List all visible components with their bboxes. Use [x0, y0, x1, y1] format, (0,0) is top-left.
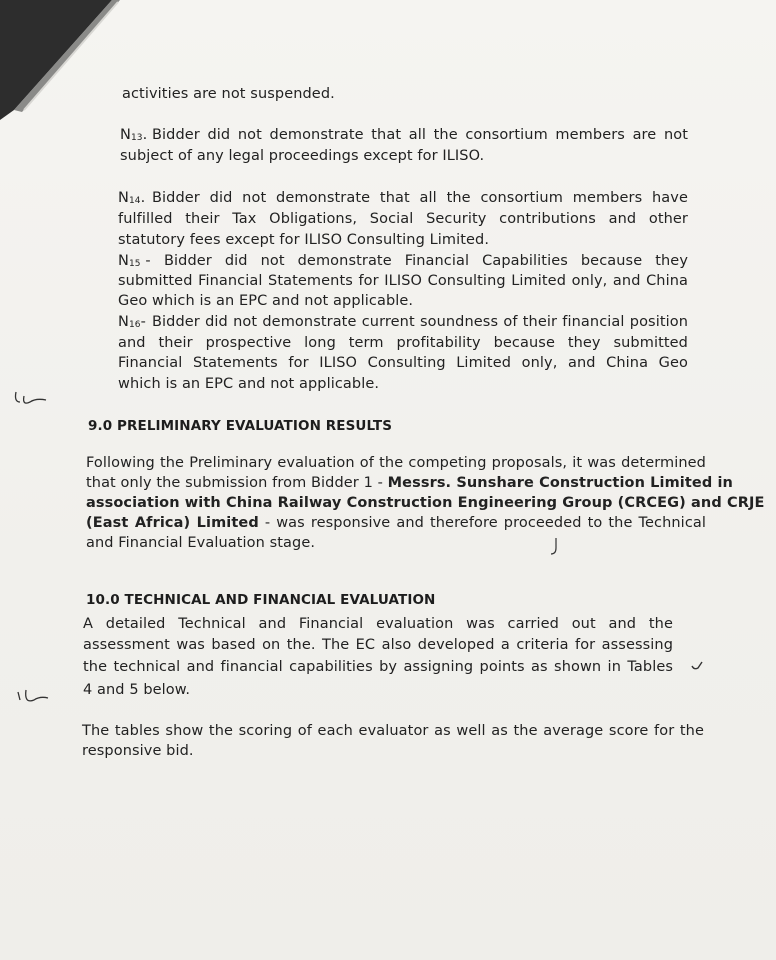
finding-ref: $N_{14}$.: [118, 190, 146, 206]
continuation-text: activities are not suspended.: [122, 86, 335, 102]
paragraph-line: that only the submission from Bidder 1 - Messrs. Sunshare Construction Limited in: [86, 475, 733, 491]
finding-text-line: Bidder did not demonstrate that all the consortium members are not: [152, 127, 688, 143]
paragraph-line: A detailed Technical and Financial evaluation was carried out and the: [83, 616, 673, 632]
finding-text-line: Bidder did not demonstrate current soundness of their financial position: [152, 314, 688, 330]
paragraph-line: responsive bid.: [82, 743, 194, 759]
section-9-heading: 9.0 PRELIMINARY EVALUATION RESULTS: [88, 418, 393, 434]
handwritten-tick-mark: [690, 660, 706, 674]
finding-ref: $N_{15}$ -: [118, 253, 151, 269]
finding-text-line: Bidder did not demonstrate Financial Capabilities because they: [164, 253, 688, 269]
finding-text-line: statutory fees except for ILISO Consulting Limited.: [118, 232, 490, 248]
finding-text-line: subject of any legal proceedings except for ILISO.: [120, 148, 485, 164]
finding-text-line: and their prospective long term profitability because they submitted: [118, 335, 688, 351]
paragraph-line: 4 and 5 below.: [83, 682, 191, 698]
finding-text-line: fulfilled their Tax Obligations, Social Security contributions and other: [118, 211, 688, 227]
handwritten-margin-mark: [12, 388, 48, 410]
section-10-heading: 10.0 TECHNICAL AND FINANCIAL EVALUATION: [86, 592, 436, 608]
finding-text-line: submitted Financial Statements for ILISO Consulting Limited only, and China: [118, 273, 688, 289]
paragraph-line: the technical and financial capabilities by assigning points as shown in Tables: [83, 659, 673, 675]
finding-text-line: Geo which is an EPC and not applicable.: [118, 293, 414, 309]
paragraph-line: Following the Preliminary evaluation of the competing proposals, it was determined: [86, 455, 706, 471]
handwritten-margin-mark: [14, 686, 50, 708]
handwritten-tick-mark: [548, 536, 562, 558]
paragraph-line: assessment was based on the. The EC also developed a criteria for assessing: [83, 637, 673, 653]
finding-text-line: which is an EPC and not applicable.: [118, 376, 380, 392]
finding-ref: $N_{16}-$: [118, 314, 146, 330]
finding-ref: $N_{13}$.: [120, 127, 148, 143]
paragraph-line: and Financial Evaluation stage.: [86, 535, 316, 551]
finding-text-line: Bidder did not demonstrate that all the consortium members have: [152, 190, 688, 206]
finding-text-line: Financial Statements for ILISO Consulting Limited only, and China Geo: [118, 355, 688, 371]
paragraph-line-bold: association with China Railway Construction Engineering Group (CRCEG) and CRJE: [86, 495, 765, 511]
paragraph-line: The tables show the scoring of each evaluator as well as the average score for the: [82, 723, 704, 739]
paragraph-line: (East Africa) Limited - was responsive and therefore proceeded to the Technical: [86, 515, 706, 531]
